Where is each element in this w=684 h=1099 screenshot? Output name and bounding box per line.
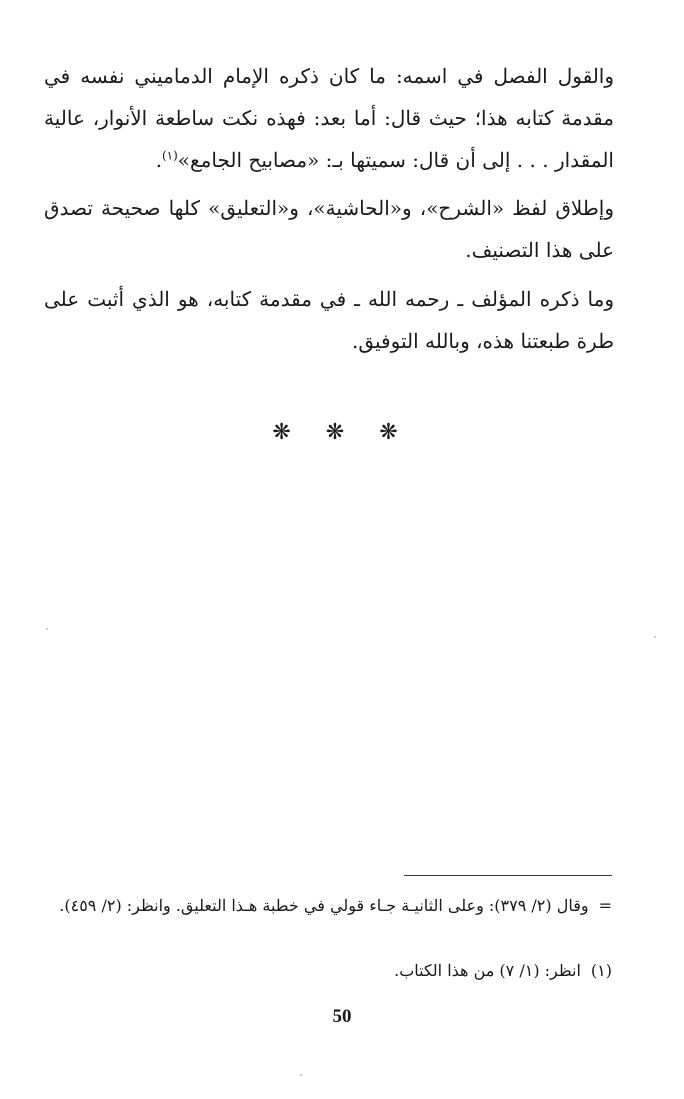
scan-speck — [300, 1074, 302, 1076]
scan-speck — [654, 636, 656, 638]
paragraph-1-tail: . — [155, 148, 162, 172]
paragraph-3 — [44, 278, 614, 362]
scan-speck — [46, 628, 48, 630]
paragraph-2-text: وإطلاق لفظ «الشرح»، و«الحاشية»، و«التعليق» كلها صحيحة تصدق على هذا التصنيف. — [44, 196, 614, 262]
footnote-continuation — [40, 889, 612, 923]
footnote-continuation-text: وقال (٢/ ٣٧٩): وعلى الثانيـة جـاء قولي في خطبة هـذا التعليق. وانظر: (٢/ ٤٥٩). — [59, 896, 589, 915]
section-divider-ornament: ❋ ❋ ❋ — [272, 420, 412, 445]
footnote-1-marker: (١) — [590, 961, 612, 980]
footnote-reference-1[interactable]: (١) — [161, 148, 178, 163]
continuation-marker: = — [598, 896, 612, 915]
footnote-separator-rule — [404, 875, 612, 876]
paragraph-1-text: والقول الفصل في اسمه: ما كان ذكره الإمام الدماميني نفسه في مقدمة كتابه هذا؛ حيث قال: أما بعد: فهذه نكت ساطعة الأنوار، عالية المقدار . . . إلى أن قال: سميتها بـ: «مصابيح الجامع» — [44, 64, 614, 172]
paragraph-3-text: وما ذكره المؤلف ـ رحمه الله ـ في مقدمة كتابه، هو الذي أثبت على طرة طبعتنا هذه، وبالله التوفيق. — [44, 287, 614, 353]
paragraph-2 — [44, 187, 614, 271]
page-number: 50 — [332, 1006, 352, 1027]
footnote-1-text: انظر: (١/ ٧) من هذا الكتاب. — [394, 961, 581, 980]
paragraph-1 — [44, 55, 614, 181]
footnote-1 — [40, 954, 612, 988]
